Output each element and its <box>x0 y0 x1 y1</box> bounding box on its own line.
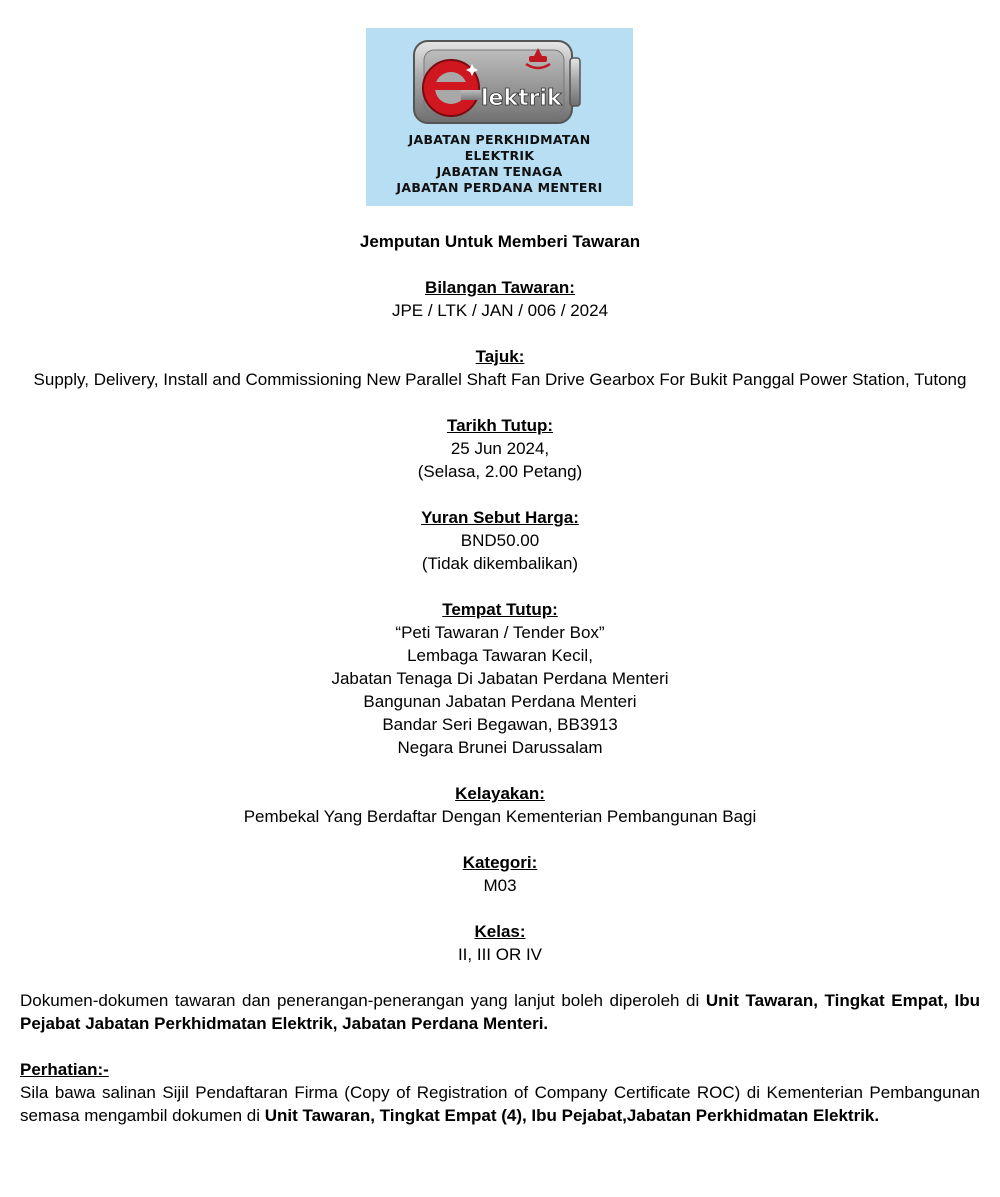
kelas-label: Kelas: <box>474 922 526 941</box>
logo-caption <box>366 132 633 196</box>
tarikh-date: 25 Jun 2024, <box>450 439 550 458</box>
section-tempat-tutup <box>20 598 980 759</box>
perhatian-location: Unit Tawaran, Tingkat Empat (4), Ibu Pejabat,Jabatan Perkhidmatan Elektrik. <box>264 1106 880 1125</box>
kelas-value: II, III OR IV <box>457 945 543 964</box>
bilangan-value: JPE / LTK / JAN / 006 / 2024 <box>391 301 609 320</box>
dokumen-text: Dokumen-dokumen tawaran dan penerangan-penerangan yang lanjut boleh diperoleh di <box>20 991 706 1010</box>
section-perhatian <box>20 1058 980 1127</box>
tajuk-label: Tajuk: <box>475 347 525 366</box>
yuran-amount: BND50.00 <box>460 531 540 550</box>
kategori-label: Kategori: <box>462 853 538 872</box>
section-bilangan <box>20 276 980 322</box>
yuran-note: (Tidak dikembalikan) <box>421 554 579 573</box>
section-tajuk <box>20 345 980 391</box>
tempat-line: Bandar Seri Begawan, BB3913 <box>382 715 618 734</box>
tempat-label: Tempat Tutup: <box>442 600 558 619</box>
logo-line: ELEKTRIK <box>464 148 535 163</box>
tempat-line: Lembaga Tawaran Kecil, <box>407 646 593 665</box>
section-kelayakan <box>20 782 980 828</box>
section-kelas <box>20 920 980 966</box>
logo-line: JABATAN PERKHIDMATAN <box>408 132 591 147</box>
kelayakan-label: Kelayakan: <box>455 784 545 803</box>
section-kategori <box>20 851 980 897</box>
dokumen-paragraph <box>20 989 980 1035</box>
tarikh-label: Tarikh Tutup: <box>446 416 554 435</box>
kelayakan-value: Pembekal Yang Berdaftar Dengan Kementerian Pembangunan Bagi <box>243 807 757 826</box>
yuran-label: Yuran Sebut Harga: <box>421 508 579 527</box>
logo-wordmark: lektrik <box>481 86 562 111</box>
bilangan-label: Bilangan Tawaran: <box>425 278 575 297</box>
section-tarikh-tutup <box>20 414 980 483</box>
tempat-line: “Peti Tawaran / Tender Box” <box>395 623 605 642</box>
logo-line: JABATAN PERDANA MENTERI <box>396 180 603 195</box>
kategori-value: M03 <box>483 876 517 895</box>
logo-line: JABATAN TENAGA <box>436 164 563 179</box>
tender-notice <box>20 230 980 1127</box>
tempat-line: Negara Brunei Darussalam <box>397 738 603 757</box>
perhatian-label: Perhatian:- <box>20 1060 109 1079</box>
dokumen-location: Unit Tawaran, Tingkat Empat, Ibu Pejabat Jabatan Perkhidmatan Elektrik, Jabatan Perdana Menteri. <box>20 991 980 1033</box>
tarikh-time: (Selasa, 2.00 Petang) <box>417 462 583 481</box>
section-yuran <box>20 506 980 575</box>
tempat-line: Jabatan Tenaga Di Jabatan Perdana Menteri <box>331 669 669 688</box>
tempat-line: Bangunan Jabatan Perdana Menteri <box>363 692 637 711</box>
tajuk-value: Supply, Delivery, Install and Commissioning New Parallel Shaft Fan Drive Gearbox For Bukit Panggal Power Station, Tutong <box>33 370 967 389</box>
notice-heading: Jemputan Untuk Memberi Tawaran <box>359 232 641 251</box>
perhatian-paragraph <box>20 1081 980 1127</box>
perhatian-text: Sila bawa salinan Sijil Pendaftaran Firma (Copy of Registration of Company Certificate ROC) di Kementerian Pembangunan semasa mengambil dokumen di <box>20 1083 980 1125</box>
department-logo <box>366 28 633 206</box>
